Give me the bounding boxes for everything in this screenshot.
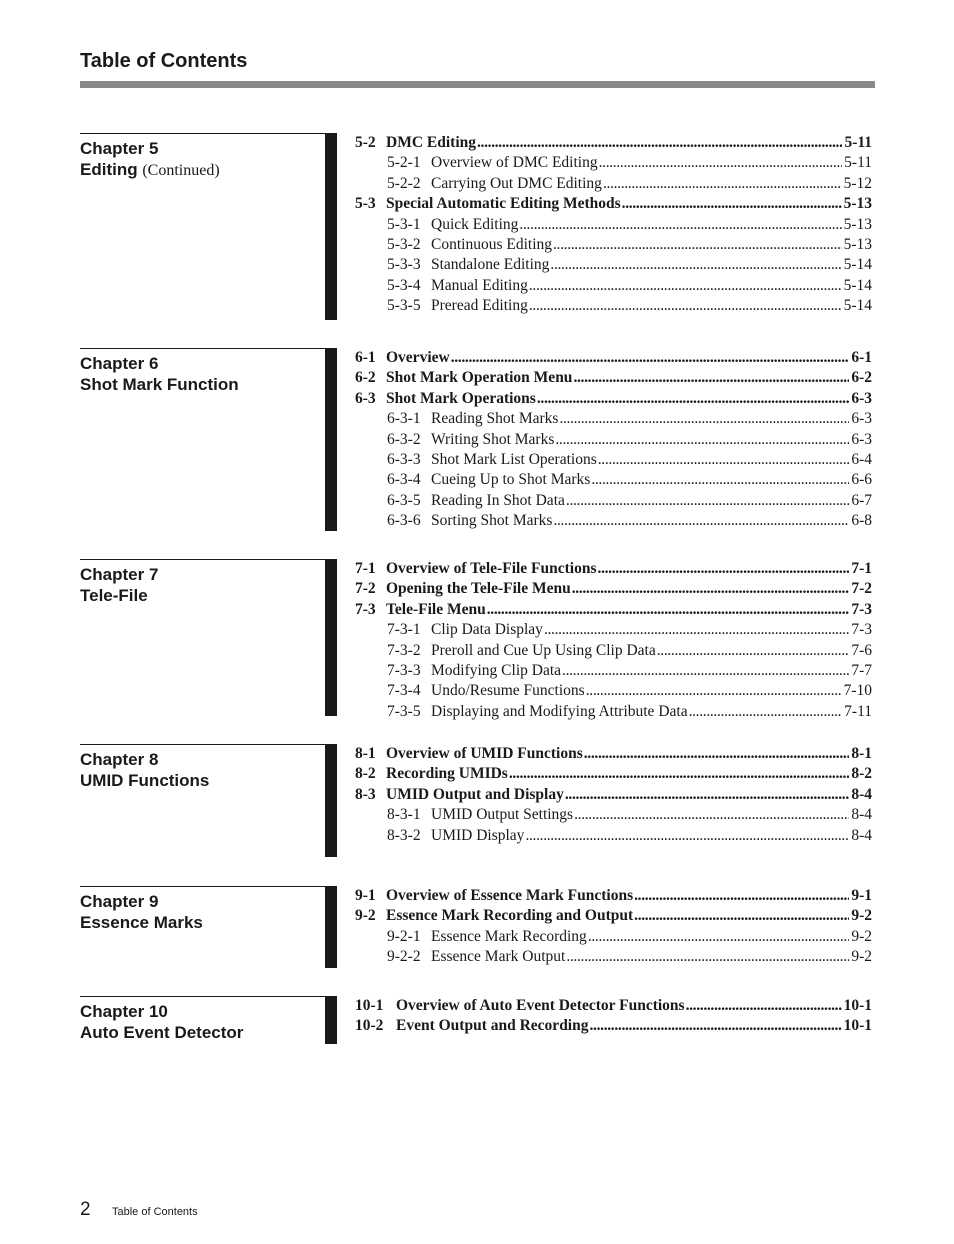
chapter-heading xyxy=(80,749,209,791)
chapter-rule xyxy=(80,886,325,887)
entry-page: 6-4 xyxy=(851,450,872,468)
chapter-name-line xyxy=(80,1022,243,1043)
toc-entry-list xyxy=(355,134,872,318)
entry-page: 7-6 xyxy=(851,641,872,659)
dot-leader xyxy=(559,410,849,428)
toc-subsection-entry[interactable] xyxy=(355,806,872,826)
dot-leader xyxy=(591,471,849,489)
entry-number: 8-2 xyxy=(355,765,376,783)
toc-subsection-entry[interactable] xyxy=(355,175,872,195)
entry-page: 6-7 xyxy=(851,491,872,509)
entry-title: Shot Mark Operation Menu xyxy=(386,369,573,387)
dot-leader xyxy=(599,154,843,172)
entry-title: Event Output and Recording xyxy=(396,1017,589,1035)
toc-entry-list xyxy=(355,887,872,969)
entry-number: 7-3-5 xyxy=(387,702,421,720)
chapter-name-line xyxy=(80,374,239,395)
entry-title: Overview of Tele-File Functions xyxy=(386,560,597,577)
chapter-number: Chapter 7 xyxy=(80,565,159,584)
entry-page: 10-1 xyxy=(843,997,872,1014)
chapter-heading xyxy=(80,138,220,181)
entry-number: 5-3-2 xyxy=(387,235,421,253)
entry-title: Overview of UMID Functions xyxy=(386,745,583,762)
dot-leader xyxy=(509,765,849,783)
toc-subsection-entry[interactable] xyxy=(355,621,872,641)
entry-number: 7-3-3 xyxy=(387,661,421,679)
chapter-rule xyxy=(80,559,325,560)
toc-subsection-entry[interactable] xyxy=(355,682,872,702)
entry-page: 5-14 xyxy=(843,297,872,315)
chapter-rule xyxy=(80,133,325,134)
toc-section-entry[interactable] xyxy=(355,907,872,927)
page-number: 2 xyxy=(80,1199,91,1220)
chapter-section xyxy=(80,348,875,531)
dot-leader xyxy=(562,662,849,680)
entry-title: Overview of DMC Editing xyxy=(431,154,598,172)
chapter-name: Essence Marks xyxy=(80,913,203,932)
entry-number: 6-1 xyxy=(355,349,376,366)
page-title: Table of Contents xyxy=(80,50,248,72)
toc-subsection-entry[interactable] xyxy=(355,471,872,491)
dot-leader xyxy=(451,349,850,367)
entry-title: Essence Mark Recording and Output xyxy=(386,907,634,925)
chapter-heading xyxy=(80,891,203,933)
chapter-name-line xyxy=(80,770,209,791)
toc-section-entry[interactable] xyxy=(355,390,872,410)
entry-page: 9-2 xyxy=(851,907,872,925)
dot-leader xyxy=(555,431,849,449)
entry-page: 7-1 xyxy=(851,560,872,577)
entry-number: 5-3-3 xyxy=(387,256,421,274)
entry-title: Preread Editing xyxy=(431,297,528,315)
entry-page: 8-1 xyxy=(851,745,872,762)
entry-number: 9-1 xyxy=(355,887,376,904)
entry-title: Overview of Auto Event Detector Functions xyxy=(396,997,685,1014)
dot-leader xyxy=(586,682,842,700)
entry-page: 5-12 xyxy=(843,174,872,192)
entry-title: UMID Display xyxy=(431,826,525,844)
entry-number: 6-3-5 xyxy=(387,491,421,509)
footer-label: Table of Contents xyxy=(112,1206,198,1218)
chapter-name: Auto Event Detector xyxy=(80,1023,244,1042)
dot-leader xyxy=(525,827,849,845)
toc-entry-list xyxy=(355,560,872,723)
chapter-heading xyxy=(80,1001,243,1043)
entry-title: Essence Mark Recording xyxy=(431,927,587,945)
dot-leader xyxy=(553,512,849,530)
entry-number: 9-2-1 xyxy=(387,927,421,945)
entry-page: 5-14 xyxy=(843,256,872,274)
toc-section-entry[interactable] xyxy=(355,560,872,580)
entry-page: 5-11 xyxy=(844,154,872,172)
toc-subsection-entry[interactable] xyxy=(355,512,872,532)
toc-section-entry[interactable] xyxy=(355,601,872,621)
toc-subsection-entry[interactable] xyxy=(355,642,872,662)
dot-leader xyxy=(574,806,849,824)
dot-leader xyxy=(566,948,849,966)
entry-page: 6-6 xyxy=(851,471,872,489)
entry-number: 6-3-2 xyxy=(387,430,421,448)
toc-subsection-entry[interactable] xyxy=(355,236,872,256)
dot-leader xyxy=(477,134,842,152)
toc-subsection-entry[interactable] xyxy=(355,451,872,471)
entry-title: Clip Data Display xyxy=(431,621,543,639)
chapter-section xyxy=(80,559,875,720)
dot-leader xyxy=(544,621,849,639)
chapter-number: Chapter 9 xyxy=(80,892,159,911)
toc-section-entry[interactable] xyxy=(355,134,872,154)
dot-leader xyxy=(519,216,841,234)
entry-page: 8-4 xyxy=(851,826,872,844)
entry-title: Modifying Clip Data xyxy=(431,661,562,679)
toc-section-entry[interactable] xyxy=(355,1017,872,1037)
entry-number: 10-1 xyxy=(355,997,384,1014)
toc-section-entry[interactable] xyxy=(355,765,872,785)
entry-title: Quick Editing xyxy=(431,215,519,233)
toc-subsection-entry[interactable] xyxy=(355,154,872,174)
chapter-section xyxy=(80,886,875,968)
entry-title: Carrying Out DMC Editing xyxy=(431,174,602,192)
chapter-name: Tele-File xyxy=(80,586,148,605)
entry-title: Tele-File Menu xyxy=(386,600,486,618)
entry-title: Standalone Editing xyxy=(431,256,550,274)
chapter-rule xyxy=(80,744,325,745)
entry-number: 7-3-2 xyxy=(387,641,421,659)
entry-title: Shot Mark List Operations xyxy=(431,450,597,468)
chapter-side-bar xyxy=(325,133,337,320)
entry-number: 9-2 xyxy=(355,907,376,925)
entry-title: Displaying and Modifying Attribute Data xyxy=(431,702,688,720)
entry-number: 6-3-3 xyxy=(387,450,421,468)
dot-leader xyxy=(634,907,849,925)
dot-leader xyxy=(553,236,842,254)
entry-number: 7-3-4 xyxy=(387,682,421,700)
entry-page: 10-1 xyxy=(843,1017,872,1035)
dot-leader xyxy=(550,256,841,274)
toc-section-entry[interactable] xyxy=(355,786,872,806)
dot-leader xyxy=(657,642,850,660)
entry-title: Overview of Essence Mark Functions xyxy=(386,887,634,904)
entry-title: Essence Mark Output xyxy=(431,948,566,966)
entry-page: 6-3 xyxy=(851,410,872,428)
entry-title: Manual Editing xyxy=(431,276,528,294)
entry-title: Reading In Shot Data xyxy=(431,491,565,509)
entry-title: UMID Output and Display xyxy=(386,785,564,803)
dot-leader xyxy=(584,745,850,763)
entry-title: Cueing Up to Shot Marks xyxy=(431,471,591,489)
toc-section-entry[interactable] xyxy=(355,195,872,215)
entry-title: Writing Shot Marks xyxy=(431,430,555,448)
entry-page: 7-2 xyxy=(851,580,872,598)
chapter-number: Chapter 8 xyxy=(80,750,159,769)
entry-page: 8-2 xyxy=(851,765,872,783)
entry-title: Special Automatic Editing Methods xyxy=(386,195,621,213)
dot-leader xyxy=(689,703,843,721)
toc-subsection-entry[interactable] xyxy=(355,703,872,723)
entry-number: 5-3-1 xyxy=(387,215,421,233)
chapter-name-line xyxy=(80,159,220,181)
dot-leader xyxy=(598,451,850,469)
entry-title: UMID Output Settings xyxy=(431,806,574,824)
toc-subsection-entry[interactable] xyxy=(355,928,872,948)
chapter-rule xyxy=(80,996,325,997)
dot-leader xyxy=(566,492,849,510)
entry-page: 8-4 xyxy=(851,806,872,824)
entry-page: 9-2 xyxy=(851,927,872,945)
entry-title: Recording UMIDs xyxy=(386,765,508,783)
toc-subsection-entry[interactable] xyxy=(355,277,872,297)
entry-page: 9-1 xyxy=(851,887,872,904)
toc-entry-list xyxy=(355,349,872,533)
dot-leader xyxy=(598,560,850,578)
entry-number: 10-2 xyxy=(355,1017,384,1035)
toc-entry-list xyxy=(355,745,872,847)
toc-subsection-entry[interactable] xyxy=(355,492,872,512)
chapter-name: Shot Mark Function xyxy=(80,375,239,394)
chapter-rule xyxy=(80,348,325,349)
entry-number: 8-1 xyxy=(355,745,376,762)
entry-number: 6-2 xyxy=(355,369,376,387)
entry-page: 6-8 xyxy=(851,512,872,530)
chapter-section xyxy=(80,996,875,1044)
dot-leader xyxy=(565,786,849,804)
entry-page: 6-1 xyxy=(851,349,872,366)
chapter-name: UMID Functions xyxy=(80,771,210,790)
entry-page: 7-10 xyxy=(843,682,872,700)
entry-number: 7-3-1 xyxy=(387,621,421,639)
entry-number: 7-2 xyxy=(355,580,376,598)
entry-page: 6-2 xyxy=(851,369,872,387)
chapter-side-bar xyxy=(325,996,337,1044)
entry-page: 7-3 xyxy=(851,621,872,639)
entry-page: 6-3 xyxy=(851,430,872,448)
chapter-name: Editing xyxy=(80,160,138,179)
chapter-name-line xyxy=(80,585,158,606)
entry-page: 7-11 xyxy=(844,702,872,720)
dot-leader xyxy=(603,175,842,193)
toc-subsection-entry[interactable] xyxy=(355,216,872,236)
chapter-section xyxy=(80,133,875,320)
toc-subsection-entry[interactable] xyxy=(355,662,872,682)
entry-number: 5-3 xyxy=(355,195,376,213)
entry-page: 7-3 xyxy=(851,600,872,618)
toc-subsection-entry[interactable] xyxy=(355,297,872,317)
entry-title: Sorting Shot Marks xyxy=(431,512,553,530)
dot-leader xyxy=(686,997,842,1015)
toc-subsection-entry[interactable] xyxy=(355,256,872,276)
dot-leader xyxy=(622,195,842,213)
entry-page: 6-3 xyxy=(851,389,872,407)
dot-leader xyxy=(588,928,850,946)
chapter-number: Chapter 10 xyxy=(80,1002,168,1021)
chapter-section xyxy=(80,744,875,857)
entry-number: 6-3-1 xyxy=(387,410,421,428)
toc-section-entry[interactable] xyxy=(355,349,872,369)
dot-leader xyxy=(529,297,842,315)
chapter-heading xyxy=(80,353,239,395)
chapter-continued: (Continued) xyxy=(142,162,220,179)
toc-section-entry[interactable] xyxy=(355,580,872,600)
toc-section-entry[interactable] xyxy=(355,997,872,1017)
chapter-side-bar xyxy=(325,348,337,531)
entry-number: 7-1 xyxy=(355,560,376,577)
toc-section-entry[interactable] xyxy=(355,369,872,389)
entry-page: 5-11 xyxy=(844,134,872,151)
entry-number: 8-3 xyxy=(355,785,376,803)
toc-subsection-entry[interactable] xyxy=(355,827,872,847)
entry-number: 8-3-1 xyxy=(387,806,421,824)
entry-page: 9-2 xyxy=(851,948,872,966)
entry-title: Overview xyxy=(386,349,450,366)
toc-subsection-entry[interactable] xyxy=(355,948,872,968)
entry-page: 8-4 xyxy=(851,785,872,803)
toc-section-entry[interactable] xyxy=(355,887,872,907)
chapter-side-bar xyxy=(325,559,337,716)
entry-number: 6-3-4 xyxy=(387,471,421,489)
toc-section-entry[interactable] xyxy=(355,745,872,765)
entry-number: 5-2-2 xyxy=(387,174,421,192)
entry-title: Shot Mark Operations xyxy=(386,389,536,407)
entry-number: 7-3 xyxy=(355,600,376,618)
entry-title: Continuous Editing xyxy=(431,235,552,253)
entry-number: 5-2-1 xyxy=(387,154,421,172)
dot-leader xyxy=(537,390,849,408)
toc-subsection-entry[interactable] xyxy=(355,410,872,430)
toc-entry-list xyxy=(355,997,872,1038)
entry-number: 6-3-6 xyxy=(387,512,421,530)
chapter-side-bar xyxy=(325,744,337,857)
dot-leader xyxy=(529,277,842,295)
chapter-heading xyxy=(80,564,158,606)
chapter-side-bar xyxy=(325,886,337,968)
entry-number: 5-3-4 xyxy=(387,276,421,294)
entry-number: 8-3-2 xyxy=(387,826,421,844)
dot-leader xyxy=(573,369,849,387)
dot-leader xyxy=(634,887,849,905)
chapter-name-line xyxy=(80,912,203,933)
title-rule xyxy=(80,81,875,88)
entry-title: DMC Editing xyxy=(386,134,476,151)
entry-title: Undo/Resume Functions xyxy=(431,682,585,700)
entry-title: Opening the Tele-File Menu xyxy=(386,580,571,598)
entry-number: 9-2-2 xyxy=(387,948,421,966)
entry-title: Reading Shot Marks xyxy=(431,410,559,428)
entry-number: 5-3-5 xyxy=(387,297,421,315)
dot-leader xyxy=(572,580,850,598)
chapter-number: Chapter 6 xyxy=(80,354,159,373)
entry-page: 5-13 xyxy=(843,215,872,233)
entry-title: Preroll and Cue Up Using Clip Data xyxy=(431,641,656,659)
dot-leader xyxy=(487,601,850,619)
entry-page: 5-13 xyxy=(843,235,872,253)
entry-page: 7-7 xyxy=(851,661,872,679)
entry-page: 5-14 xyxy=(843,276,872,294)
entry-number: 6-3 xyxy=(355,389,376,407)
entry-page: 5-13 xyxy=(843,195,872,213)
chapter-number: Chapter 5 xyxy=(80,139,159,158)
toc-subsection-entry[interactable] xyxy=(355,431,872,451)
dot-leader xyxy=(590,1017,842,1035)
entry-number: 5-2 xyxy=(355,134,376,151)
